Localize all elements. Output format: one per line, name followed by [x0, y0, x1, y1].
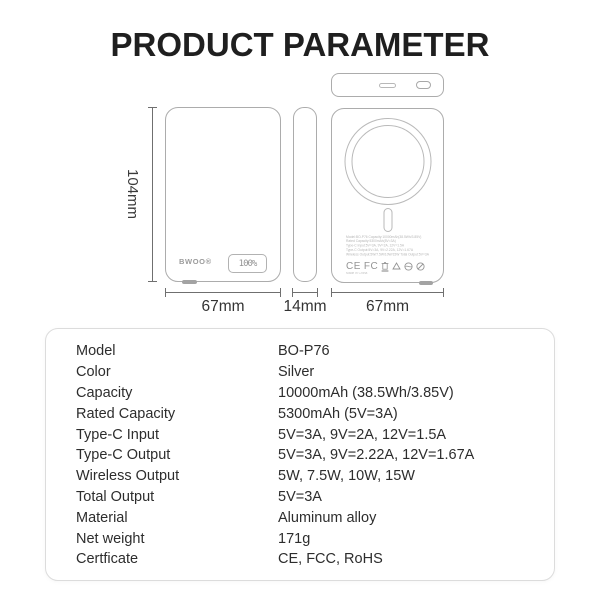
height-dimension — [148, 107, 157, 282]
display-value: 100% — [238, 258, 257, 269]
recycle-icon — [392, 262, 401, 271]
dim-line — [292, 292, 318, 293]
spec-value: Aluminum alloy — [278, 509, 377, 526]
height-dimension-label: 104mm — [124, 169, 141, 220]
top-view — [331, 73, 444, 97]
spec-label: Color — [76, 364, 111, 381]
typec-port-icon — [416, 81, 431, 89]
spec-row-color — [46, 362, 554, 383]
spec-value: BO-P76 — [278, 343, 330, 360]
fcc-mark: FC — [363, 260, 379, 272]
regulatory-line: Model:BO-P76 Capacity:10000mAh(38.5Wh/3.85V) — [346, 235, 422, 239]
dim-tick — [148, 107, 157, 108]
dim-tick — [317, 288, 318, 297]
spec-row-total-output — [46, 487, 554, 508]
usb-port-icon — [379, 83, 396, 88]
no-trash-icon — [416, 262, 425, 271]
dim-line — [331, 292, 444, 293]
dim-line — [165, 292, 281, 293]
spec-label: Type-C Input — [76, 426, 160, 443]
dim-line — [152, 107, 153, 282]
spec-value: CE, FCC, RoHS — [278, 551, 383, 568]
front-width-label: 67mm — [201, 298, 245, 315]
regulatory-line: Type-C Output:5V=3A, 9V=2.22A, 12V=1.67A — [346, 248, 414, 253]
spec-row-typec-output — [46, 445, 554, 466]
spec-row-typec-input — [46, 424, 554, 445]
spec-value: 10000mAh (38.5Wh/3.85V) — [278, 384, 454, 401]
dim-tick — [292, 288, 293, 297]
green-dot-icon — [404, 262, 413, 271]
page-title: PRODUCT PARAMETER — [110, 26, 490, 63]
dim-tick — [331, 288, 332, 297]
front-view — [165, 107, 281, 282]
spec-value: 5V=3A — [278, 488, 322, 505]
regulatory-line: Wireless Output:5W/7.5W/10W/15W Total Output:5V=3A — [346, 253, 429, 257]
dim-tick — [148, 281, 157, 282]
back-edge-slot — [419, 281, 433, 285]
weee-bin-icon — [381, 261, 389, 272]
regulatory-line: Rated Capacity:5300mAh(5V=3A) — [346, 239, 396, 244]
front-width-dimension — [165, 288, 281, 297]
magnet-slot — [383, 208, 392, 232]
spec-row-capacity — [46, 383, 554, 404]
dim-tick — [165, 288, 166, 297]
battery-display — [228, 254, 267, 273]
back-width-dimension — [331, 288, 444, 297]
spec-row-certificate — [46, 549, 554, 570]
spec-row-model — [46, 341, 554, 362]
brand-logo: BWOO® — [179, 257, 212, 266]
spec-row-rated-capacity — [46, 403, 554, 424]
cert-marks — [346, 260, 434, 272]
spec-value: 5V=3A, 9V=2A, 12V=1.5A — [278, 426, 447, 443]
back-view — [331, 108, 444, 283]
spec-label: Total Output — [76, 488, 155, 505]
spec-value: Silver — [278, 364, 315, 381]
usb-port-slot — [182, 280, 197, 284]
back-width-label: 67mm — [365, 298, 410, 315]
dim-tick — [280, 288, 281, 297]
spec-row-net-weight — [46, 528, 554, 549]
spec-value: 5300mAh (5V=3A) — [278, 405, 398, 422]
regulatory-text — [346, 235, 432, 259]
dim-tick — [443, 288, 444, 297]
depth-label: 14mm — [283, 298, 327, 315]
spec-card — [45, 328, 555, 581]
spec-label: Certficate — [76, 551, 139, 568]
spec-label: Model — [76, 343, 116, 360]
spec-row-wireless-output — [46, 466, 554, 487]
regulatory-line: Type-C Input:5V=3A, 9V=2A, 12V=1.5A — [346, 244, 405, 248]
spec-label: Wireless Output — [76, 468, 180, 485]
ce-mark: CE — [346, 260, 361, 272]
wireless-coil-inner — [351, 125, 424, 198]
spec-value: 171g — [278, 530, 311, 547]
spec-row-material — [46, 507, 554, 528]
spec-value: 5V=3A, 9V=2.22A, 12V=1.67A — [278, 447, 475, 464]
spec-label: Rated Capacity — [76, 405, 176, 422]
made-in-label: Made in China — [346, 272, 368, 276]
spec-label: Capacity — [76, 384, 133, 401]
depth-dimension — [292, 288, 318, 297]
side-view — [293, 107, 317, 282]
spec-value: 5W, 7.5W, 10W, 15W — [278, 468, 415, 485]
spec-label: Material — [76, 509, 128, 526]
spec-label: Net weight — [76, 530, 145, 547]
spec-label: Type-C Output — [76, 447, 171, 464]
